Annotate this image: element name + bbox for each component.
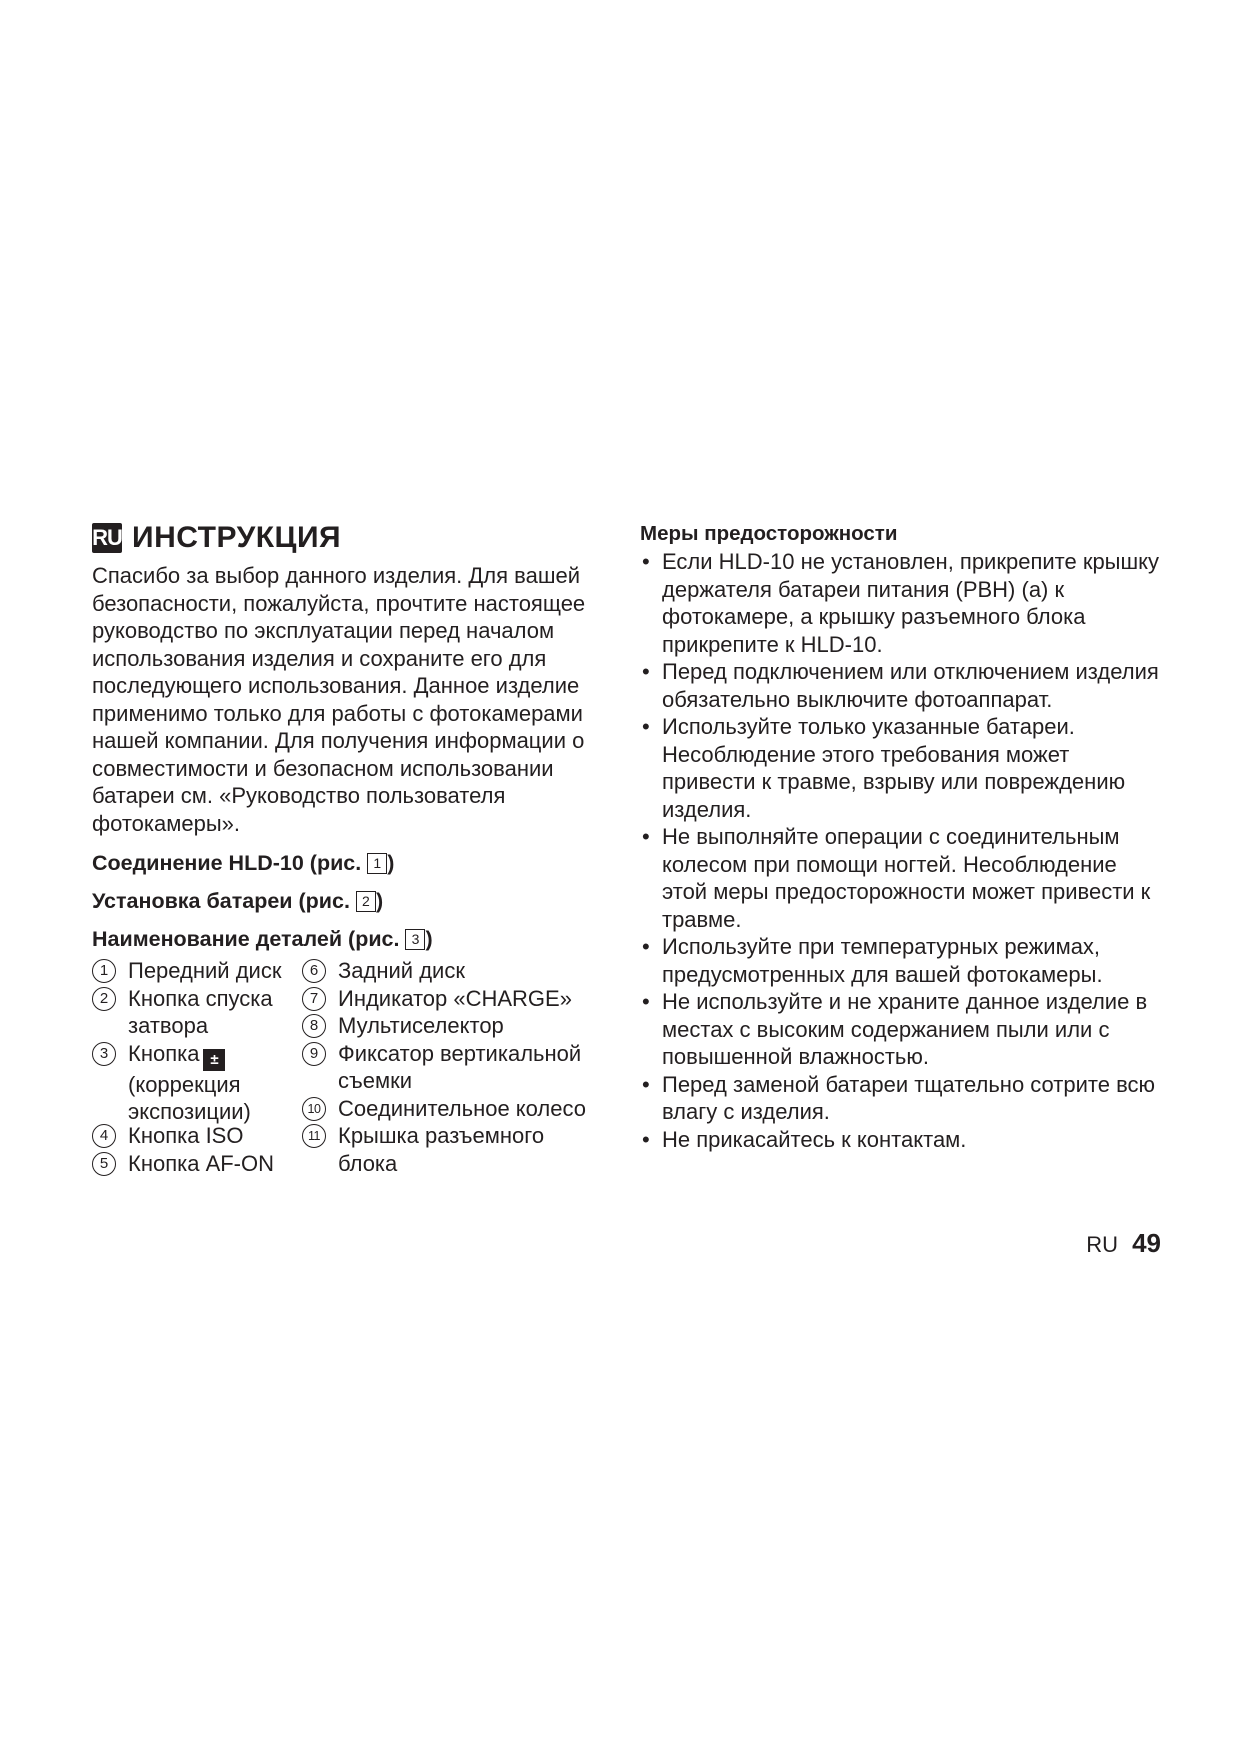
- list-item: [302, 1122, 602, 1177]
- list-item: • Используйте при температурных режимах, предусмотренных для вашей фотокамеры.: [640, 933, 1160, 988]
- parts-list: [92, 957, 622, 1177]
- list-item: • Не используйте и не храните данное изделие в местах с высоким содержанием пыли или с повышенной влажностью.: [640, 988, 1160, 1071]
- figure-ref-2: 2: [356, 891, 376, 912]
- precautions-list: [640, 548, 1160, 1153]
- page-footer: [1086, 1228, 1161, 1259]
- part-label: Кнопка AF-ON: [128, 1150, 275, 1176]
- figure-ref-3: 3: [405, 929, 425, 950]
- list-item: • Используйте только указанные батареи. Несоблюдение этого требования может привести к травме, взрыву или повреждению изделия.: [640, 713, 1160, 823]
- exposure-compensation-icon: ±: [203, 1049, 225, 1071]
- section-heading-parts-label: Наименование деталей (рис.: [92, 927, 400, 951]
- part-label: Крышка разъемного блока: [338, 1123, 545, 1176]
- list-item: [92, 1122, 243, 1150]
- title-row: [92, 518, 622, 558]
- list-item: • Перед заменой батареи тщательно сотрите всю влагу с изделия.: [640, 1071, 1160, 1126]
- list-item: [302, 957, 465, 985]
- section-heading-connect-label: Соединение HLD-10 (рис.: [92, 851, 362, 875]
- section-heading-connect: [92, 849, 622, 877]
- left-column: [92, 518, 622, 1177]
- part-label: Соединительное колесо: [338, 1095, 586, 1121]
- part-number: 6: [302, 959, 326, 983]
- list-item: [302, 1012, 504, 1040]
- list-item: • Перед подключением или отключением изделия обязательно выключите фотоаппарат.: [640, 658, 1160, 713]
- list-item: • Не прикасайтесь к контактам.: [640, 1126, 1160, 1154]
- part-label: Передний диск: [128, 958, 282, 983]
- figure-ref-1: 1: [367, 853, 387, 874]
- part-number: 4: [92, 1124, 116, 1148]
- part-label-b: (коррекция экспозиции): [128, 1071, 251, 1124]
- part-label-a: Кнопка: [128, 1040, 200, 1066]
- page-number: 49: [1132, 1228, 1161, 1258]
- part-number: 7: [302, 987, 326, 1011]
- list-item: [92, 1150, 274, 1178]
- precautions-heading: Меры предосторожности: [640, 522, 898, 545]
- part-number: 10: [302, 1097, 326, 1121]
- footer-language: RU: [1086, 1232, 1119, 1257]
- list-item: [92, 957, 281, 985]
- section-heading-parts-close: ): [425, 927, 433, 951]
- intro-paragraph: Спасибо за выбор данного изделия. Для вашей безопасности, пожалуйста, прочтите настоящее руководство по эксплуатации перед началом использования изделия и сохраните его для последующего использования. Данное изделие применимо только для работы с фотокамерами нашей компании. Для получения информации о совместимости и безопасном использовании батареи см. «Руководство пользователя фотокамеры».: [92, 563, 586, 836]
- language-badge: RU: [92, 523, 122, 553]
- section-heading-connect-close: ): [387, 851, 395, 875]
- part-label: Индикатор «CHARGE»: [338, 985, 572, 1011]
- list-item: [92, 985, 292, 1040]
- part-label: Кнопка спуска затвора: [128, 985, 273, 1038]
- part-number: 5: [92, 1152, 116, 1176]
- page-title: ИНСТРУКЦИЯ: [132, 521, 342, 554]
- part-label: Фиксатор вертикальной съемки: [338, 1040, 582, 1093]
- list-item: [302, 1040, 612, 1095]
- list-item: [302, 1095, 586, 1123]
- part-number: 9: [302, 1042, 326, 1066]
- part-label: Мультиселектор: [338, 1013, 504, 1038]
- part-number: 1: [92, 959, 116, 983]
- part-number: 8: [302, 1014, 326, 1038]
- list-item: • Не выполняйте операции с соединительным колесом при помощи ногтей. Несоблюдение этой меры предосторожности может привести к травме.: [640, 823, 1160, 933]
- section-heading-parts: [92, 925, 622, 953]
- part-label: Задний диск: [338, 958, 465, 983]
- part-label: [128, 1040, 292, 1126]
- part-number: 3: [92, 1042, 116, 1066]
- part-number: 11: [302, 1124, 326, 1148]
- part-label: Кнопка ISO: [128, 1123, 244, 1148]
- section-heading-battery-close: ): [375, 889, 384, 913]
- list-item: [92, 1040, 292, 1126]
- list-item: • Если HLD-10 не установлен, прикрепите крышку держателя батареи питания (PBH) (a) к фотокамере, а крышку разъемного блока прикрепите к HLD-10.: [640, 548, 1160, 658]
- right-column: [640, 520, 1160, 1153]
- section-heading-battery-label: Установка батареи (рис.: [92, 889, 350, 913]
- part-number: 2: [92, 987, 116, 1011]
- list-item: [302, 985, 572, 1013]
- section-heading-battery: [92, 887, 622, 915]
